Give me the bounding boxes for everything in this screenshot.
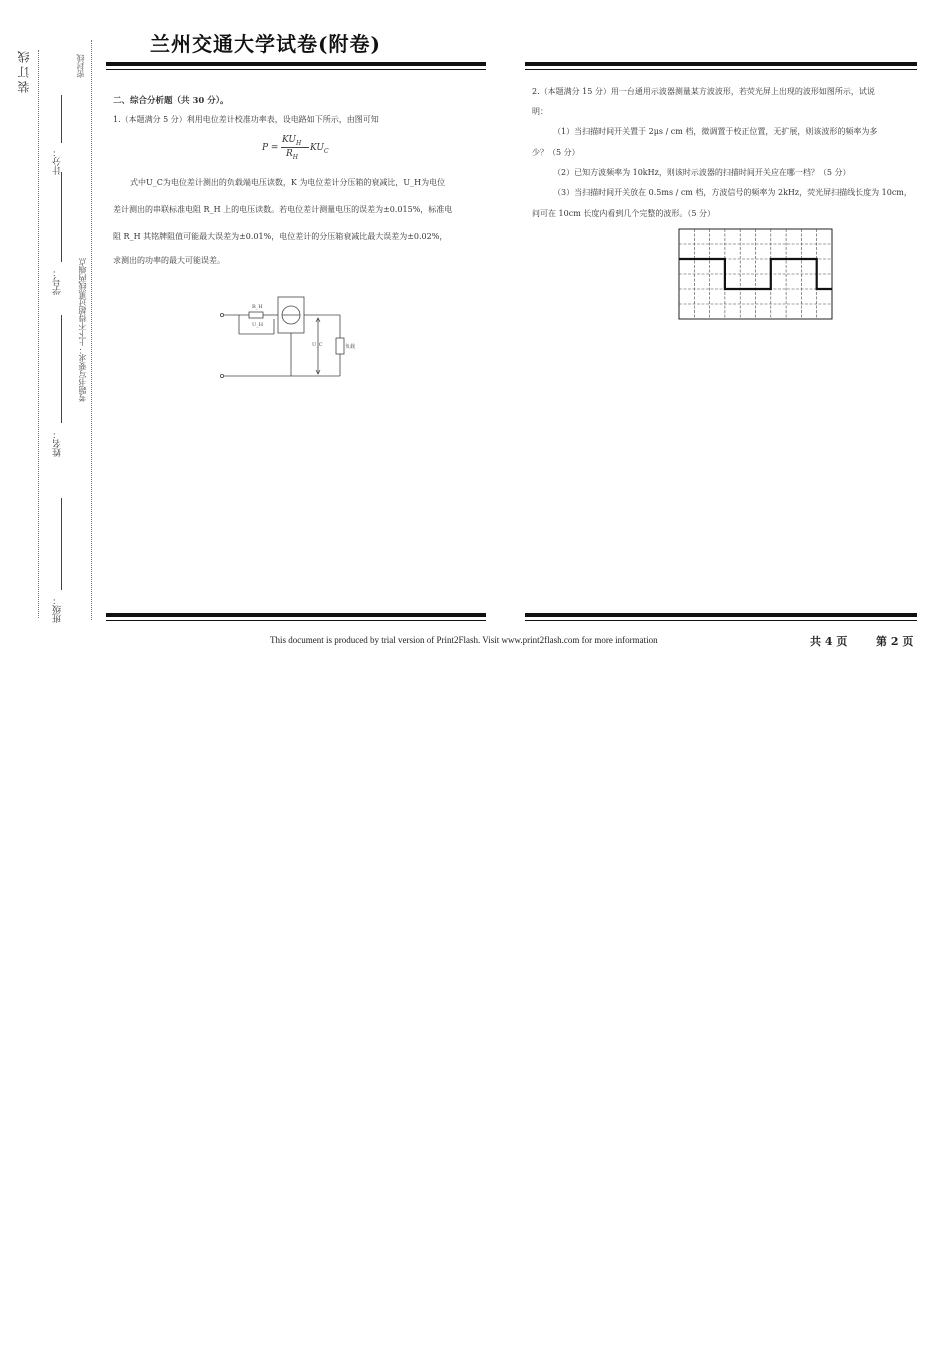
q2-line-5: （2）已知方波频率为 10kHz，则该时示波器的扫描时间开关应在哪一档？（5 分） <box>553 168 851 177</box>
q2-line-3: （1）当扫描时间开关置于 2μs / cm 档，微调置于校正位置，无扩展，则该波形的频率为多 <box>553 127 878 136</box>
seal-dotted-line <box>91 40 92 620</box>
q1-para-line-2: 差计测出的串联标准电阻 R_H 上的电压读数。若电位差计测量电压的误差为±0.015%，标准电 <box>113 205 453 214</box>
circuit-label-load: 负载 <box>345 344 356 350</box>
q2-line-2: 明： <box>532 107 548 116</box>
circuit-load <box>336 338 344 354</box>
student-no-label: 学号： <box>53 268 63 295</box>
formula-lhs: P = <box>262 143 279 153</box>
formula-rhs: $KU_C$ <box>310 143 329 155</box>
circuit-resistor-rh <box>249 312 263 318</box>
bind-dotted-line <box>38 50 39 618</box>
current-page: 第 2 页 <box>876 635 914 648</box>
formula-fraction-bar <box>281 147 309 148</box>
total-pages: 共 4 页 <box>810 635 848 648</box>
name-label: 姓名： <box>53 430 63 457</box>
circuit-label-uh: U_H <box>252 322 264 328</box>
seal-line-label: 密封线 <box>76 54 85 78</box>
bottom-rule-right-thick <box>525 613 917 617</box>
bottom-rule-left-thin <box>106 620 486 621</box>
oscilloscope-screen <box>678 228 834 321</box>
top-rule-right-thin <box>525 69 917 70</box>
circuit-terminal-bottom <box>220 374 223 377</box>
section-heading: 二、综合分析题（共 30 分）。 <box>113 96 229 106</box>
score-blank <box>61 95 62 143</box>
top-rule-right-thick <box>525 62 917 66</box>
bottom-rule-left-thick <box>106 613 486 617</box>
exam-title: 兰州交通大学试卷(附卷) <box>150 32 381 56</box>
formula-numerator: $KU_H$ <box>282 135 302 147</box>
circuit-terminal-top <box>220 313 223 316</box>
q1-intro: 1.（本题满分 5 分）利用电位差计校准功率表，设电路如下所示，由图可知 <box>113 115 379 124</box>
q1-para-line-1: 式中U_C为电位差计测出的负载端电压读数，K 为电位差计分压箱的衰减比，U_H为电位 <box>130 178 446 187</box>
q2-line-1: 2.（本题满分 15 分）用一台通用示波器测量某方波波形，若荧光屏上出现的波形如图所示，试说 <box>532 87 875 96</box>
score-label: 计分： <box>53 148 63 175</box>
class-label: 班级： <box>53 596 63 623</box>
q2-line-6: （3）当扫描时间开关放在 0.5ms / cm 档，方波信号的频率为 2kHz，荧光屏扫描线长度为 10cm， <box>553 188 912 197</box>
bottom-rule-right-thin <box>525 620 917 621</box>
writing-note: 考题书写要求：上下不得超过黑线两端点 <box>78 258 87 402</box>
trial-notice: This document is produced by trial version of Print2Flash. Visit www.print2flash.com for more information <box>270 635 658 645</box>
top-rule-left-thin <box>106 69 486 70</box>
q2-line-7: 问可在 10cm 长度内看到几个完整的波形。（5 分） <box>532 209 715 218</box>
q1-para-line-4: 求测出的功率的最大可能误差。 <box>113 256 225 265</box>
name-blank <box>61 315 62 423</box>
formula-denominator: $R_H$ <box>286 149 299 161</box>
bind-line-label: 装订线 <box>17 48 31 93</box>
circuit-label-uc: U_C <box>312 342 323 348</box>
q2-line-4: 少？（5 分） <box>532 148 580 157</box>
class-blank <box>61 498 62 590</box>
student-no-blank <box>61 172 62 262</box>
circuit-label-rh: R_H <box>252 304 263 310</box>
top-rule-left-thick <box>106 62 486 66</box>
q1-para-line-3: 阻 R_H 其铭牌阻值可能最大误差为±0.01%，电位差计的分压箱衰减比最大误差为±0.02%， <box>113 232 448 241</box>
circuit-diagram <box>214 292 354 384</box>
